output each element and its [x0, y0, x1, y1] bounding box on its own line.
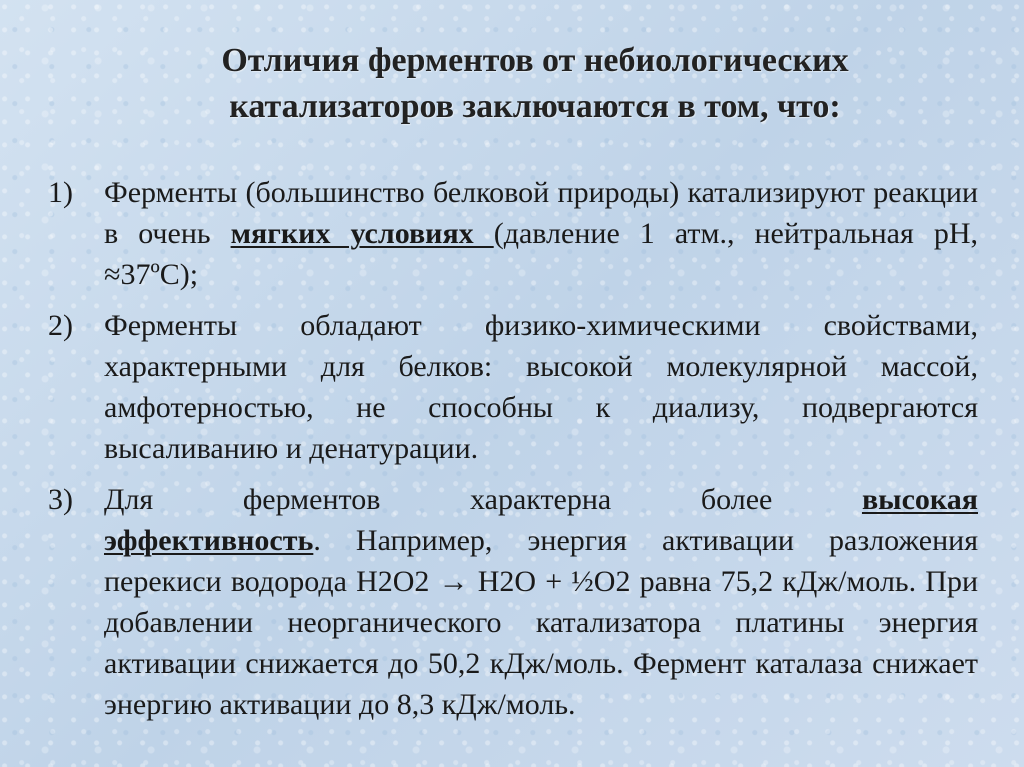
text-part: (давление 1 атм., нейтральная pH, ≈37ºC);	[104, 217, 978, 291]
emphasis-soft-conditions: мягких условиях	[230, 217, 494, 250]
list-number: 3)	[48, 483, 73, 516]
list-number: 1)	[48, 176, 73, 209]
numbered-list	[48, 172, 978, 735]
title-line-1: Отличия ферментов от небиологических	[221, 42, 849, 79]
word: более	[700, 483, 773, 516]
title-line-2: катализаторов заключаются в том, что:	[229, 88, 841, 125]
list-item-2	[48, 305, 978, 469]
list-item-text: Ферменты обладают физико-химическими свойствами, характерными для белков: высокой молекулярной массой, амфотерностью, не способны к диализу, подвергаются высаливанию и денатурации.	[104, 309, 978, 465]
list-item-1	[48, 172, 978, 295]
text-part: . Например, энергия активации разложения перекиси водорода H2O2 → H2O + ½O2 равна 75,2 кДж/моль. При добавлении неорганического катализатора платины энергия активации снижается до 50,2 кДж/моль. Фермент каталаза снижает энергию активации до 8,3 кДж/моль.	[104, 524, 978, 721]
emphasis-high: высокая	[861, 483, 978, 516]
word: Для	[104, 483, 154, 516]
list-item-text	[104, 479, 978, 725]
paragraph-continuation	[104, 520, 978, 725]
list-item-3	[48, 479, 978, 725]
word: ферментов	[242, 483, 381, 516]
spread-line	[104, 479, 978, 520]
list-item-text	[104, 172, 978, 295]
text-part: Ферменты (большинство белковой природы) катализируют реакции в очень	[104, 176, 978, 250]
emphasis-efficiency: эффективность	[104, 524, 314, 557]
word: характерна	[470, 483, 612, 516]
slide-title	[100, 38, 970, 130]
list-number: 2)	[48, 309, 73, 342]
